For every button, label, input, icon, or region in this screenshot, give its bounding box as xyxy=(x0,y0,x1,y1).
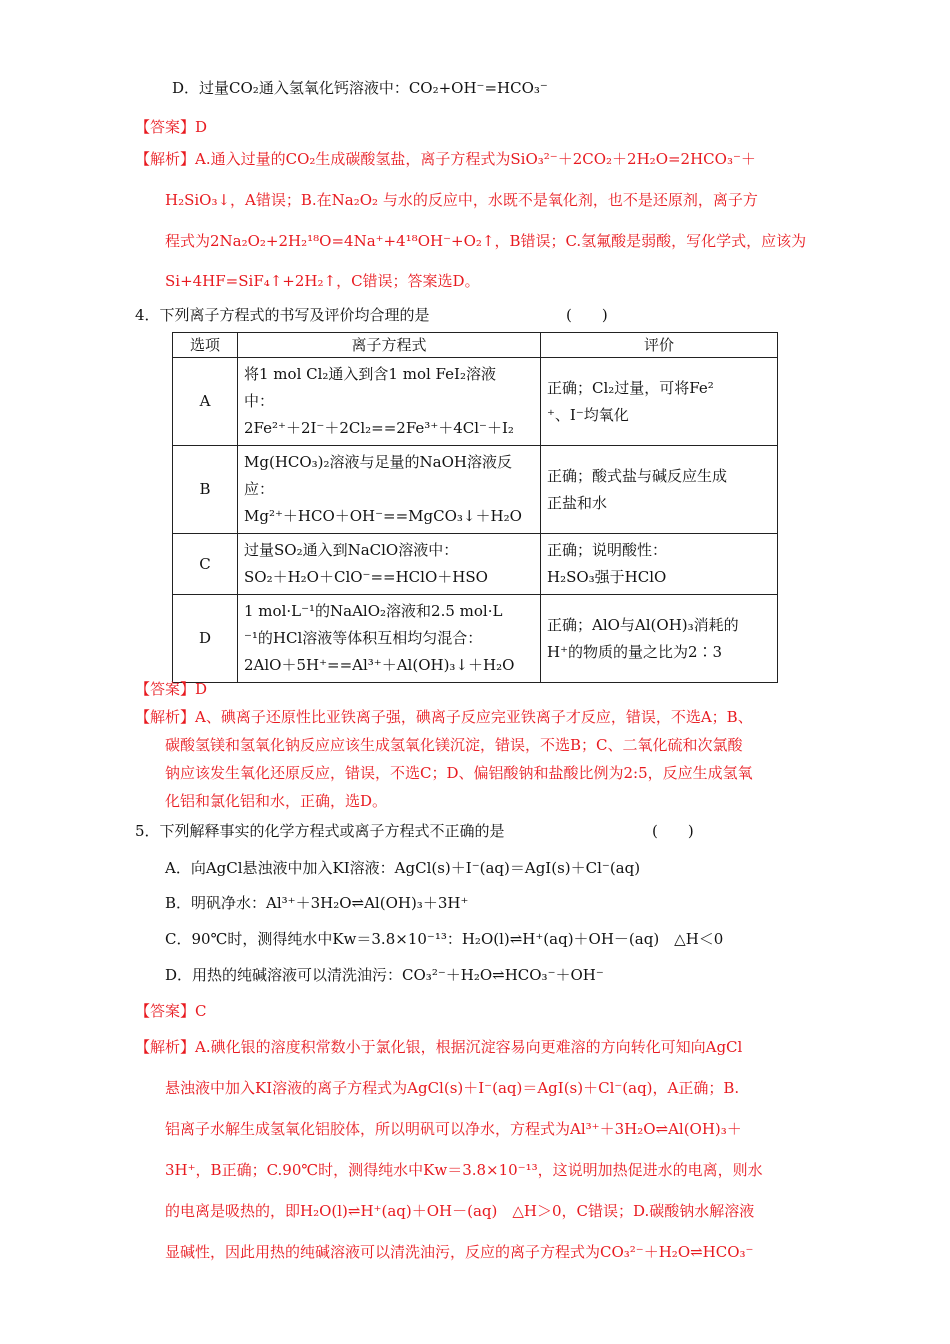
row-equation xyxy=(238,446,541,534)
answer-tag: 【答案】 xyxy=(135,118,196,136)
answer-tag: 【答案】 xyxy=(135,1002,196,1020)
comment-line: H⁺的物质的量之比为2∶3 xyxy=(547,642,723,661)
answer-value: D xyxy=(195,680,208,698)
analysis-text: A、碘离子还原性比亚铁离子强，碘离子反应完亚铁离子才反应，错误，不选A；B、 xyxy=(195,708,753,726)
comment-line: 正确；说明酸性： xyxy=(547,541,668,559)
q3-analysis-line-2: H₂SiO₃↓，A错误；B.在Na₂O₂ 与水的反应中，水既不是氧化剂，也不是还原剂，离子方 xyxy=(165,191,758,209)
analysis-tag: 【解析】 xyxy=(135,708,196,726)
q5-analysis-line-2: 悬浊液中加入KI溶液的离子方程式为AgCl(s)＋I⁻(aq)＝AgI(s)＋Cl⁻(aq)，A正确；B. xyxy=(165,1079,740,1097)
equation-line: 2AlO＋5H⁺==Al³⁺＋Al(OH)₃↓＋H₂O xyxy=(244,656,515,674)
analysis-tag: 【解析】 xyxy=(135,150,196,168)
table-row xyxy=(173,446,778,534)
equation-line: SO₂＋H₂O＋ClO⁻==HClO＋HSO xyxy=(244,568,488,586)
q4-table xyxy=(172,332,778,683)
header-option: 选项 xyxy=(173,333,238,358)
table-row xyxy=(173,534,778,595)
q5-option-b: B．明矾净水：Al³⁺＋3H₂O⇌Al(OH)₃＋3H⁺ xyxy=(165,894,469,912)
header-comment: 评价 xyxy=(541,333,778,358)
q4-analysis-line-3: 钠应该发生氧化还原反应，错误，不选C；D、偏铝酸钠和盐酸比例为2:5，反应生成氢氧 xyxy=(165,764,753,782)
row-option: A xyxy=(173,358,238,446)
comment-line: ⁺、I⁻均氧化 xyxy=(547,405,629,424)
q4-answer-paren: ( ) xyxy=(566,306,608,324)
analysis-text: A.通入过量的CO₂生成碳酸氢盐，离子方程式为SiO₃²⁻＋2CO₂＋2H₂O=2HCO₃⁻＋ xyxy=(195,150,756,168)
q5-answer-paren: ( ) xyxy=(652,822,694,840)
q4-analysis-line-2: 碳酸氢镁和氢氧化钠反应应该生成氢氧化镁沉淀，错误，不选B；C、二氧化硫和次氯酸 xyxy=(165,736,743,754)
equation-line: 应： xyxy=(244,480,275,498)
q5-analysis-line-1 xyxy=(135,1037,742,1057)
answer-tag: 【答案】 xyxy=(135,680,196,698)
equation-line: 2Fe²⁺＋2I⁻＋2Cl₂==2Fe³⁺＋4Cl⁻＋I₂ xyxy=(244,419,514,437)
q5-analysis-line-5: 的电离是吸热的，即H₂O(l)⇌H⁺(aq)＋OH－(aq) △H＞0，C错误；D.碳酸钠水解溶液 xyxy=(165,1202,755,1220)
row-option: B xyxy=(173,446,238,534)
q4-analysis-line-1 xyxy=(135,707,753,727)
q5-option-c: C．90℃时，测得纯水中Kw＝3.8×10⁻¹³：H₂O(l)⇌H⁺(aq)＋OH－(aq) △H＜0 xyxy=(165,930,724,948)
comment-line: 正确；AlO与Al(OH)₃消耗的 xyxy=(547,615,739,634)
row-comment xyxy=(541,534,778,595)
equation-line: 过量SO₂通入到NaClO溶液中： xyxy=(244,541,459,559)
table-row xyxy=(173,358,778,446)
q5-option-a: A．向AgCl悬浊液中加入KI溶液：AgCl(s)＋I⁻(aq)＝AgI(s)＋Cl⁻(aq) xyxy=(165,859,641,877)
row-comment xyxy=(541,446,778,534)
equation-line: 中： xyxy=(244,392,275,410)
q5-analysis-line-3: 铝离子水解生成氢氧化铝胶体，所以明矾可以净水，方程式为Al³⁺＋3H₂O⇌Al(OH)₃＋ xyxy=(165,1120,742,1138)
q5-answer xyxy=(135,1001,207,1021)
q3-analysis-line-3: 程式为2Na₂O₂+2H₂¹⁸O=4Na⁺+4¹⁸OH⁻+O₂↑，B错误；C.氢氟酸是弱酸，写化学式，应该为 xyxy=(165,232,807,250)
comment-line: 正盐和水 xyxy=(547,493,608,512)
equation-line: Mg(HCO₃)₂溶液与足量的NaOH溶液反 xyxy=(244,453,512,471)
q4-analysis-line-4: 化铝和氯化铝和水，正确，选D。 xyxy=(165,792,388,810)
row-equation xyxy=(238,534,541,595)
q4-stem: 4．下列离子方程式的书写及评价均合理的是 xyxy=(135,306,430,324)
answer-value: C xyxy=(195,1002,207,1020)
header-equation: 离子方程式 xyxy=(238,333,541,358)
comment-line: 正确；Cl₂过量，可将Fe² xyxy=(547,378,714,397)
q3-option-d: D．过量CO₂通入氢氧化钙溶液中：CO₂+OH⁻=HCO₃⁻ xyxy=(172,79,548,97)
equation-line: Mg²⁺＋HCO＋OH⁻==MgCO₃↓＋H₂O xyxy=(244,507,522,525)
q5-stem: 5．下列解释事实的化学方程式或离子方程式不正确的是 xyxy=(135,822,505,840)
analysis-text: A.碘化银的溶度积常数小于氯化银，根据沉淀容易向更难溶的方向转化可知向AgCl xyxy=(195,1038,743,1056)
q3-analysis-line-1 xyxy=(135,149,756,169)
q5-analysis-line-4: 3H⁺，B正确；C.90℃时，测得纯水中Kw＝3.8×10⁻¹³，这说明加热促进水的电离，则水 xyxy=(165,1161,763,1179)
analysis-tag: 【解析】 xyxy=(135,1038,196,1056)
equation-line: 1 mol·L⁻¹的NaAlO₂溶液和2.5 mol·L xyxy=(244,602,503,620)
equation-line: ⁻¹的HCl溶液等体积互相均匀混合： xyxy=(244,629,483,647)
q3-analysis-line-4: Si+4HF=SiF₄↑+2H₂↑，C错误；答案选D。 xyxy=(165,272,480,290)
q5-option-d: D．用热的纯碱溶液可以清洗油污：CO₃²⁻＋H₂O⇌HCO₃⁻＋OH⁻ xyxy=(165,966,604,984)
row-equation xyxy=(238,595,541,683)
q4-answer xyxy=(135,679,207,699)
table-header-row xyxy=(173,333,778,358)
q3-answer xyxy=(135,117,207,137)
equation-line: 将1 mol Cl₂通入到含1 mol FeI₂溶液 xyxy=(244,365,496,383)
comment-line: H₂SO₃强于HClO xyxy=(547,568,667,586)
row-comment xyxy=(541,595,778,683)
answer-value: D xyxy=(195,118,208,136)
comment-line: 正确；酸式盐与碱反应生成 xyxy=(547,466,728,485)
q5-analysis-line-6: 显碱性，因此用热的纯碱溶液可以清洗油污，反应的离子方程式为CO₃²⁻＋H₂O⇌HCO₃⁻ xyxy=(165,1243,754,1261)
row-option: D xyxy=(173,595,238,683)
row-equation xyxy=(238,358,541,446)
row-comment xyxy=(541,358,778,446)
table-row xyxy=(173,595,778,683)
row-option: C xyxy=(173,534,238,595)
